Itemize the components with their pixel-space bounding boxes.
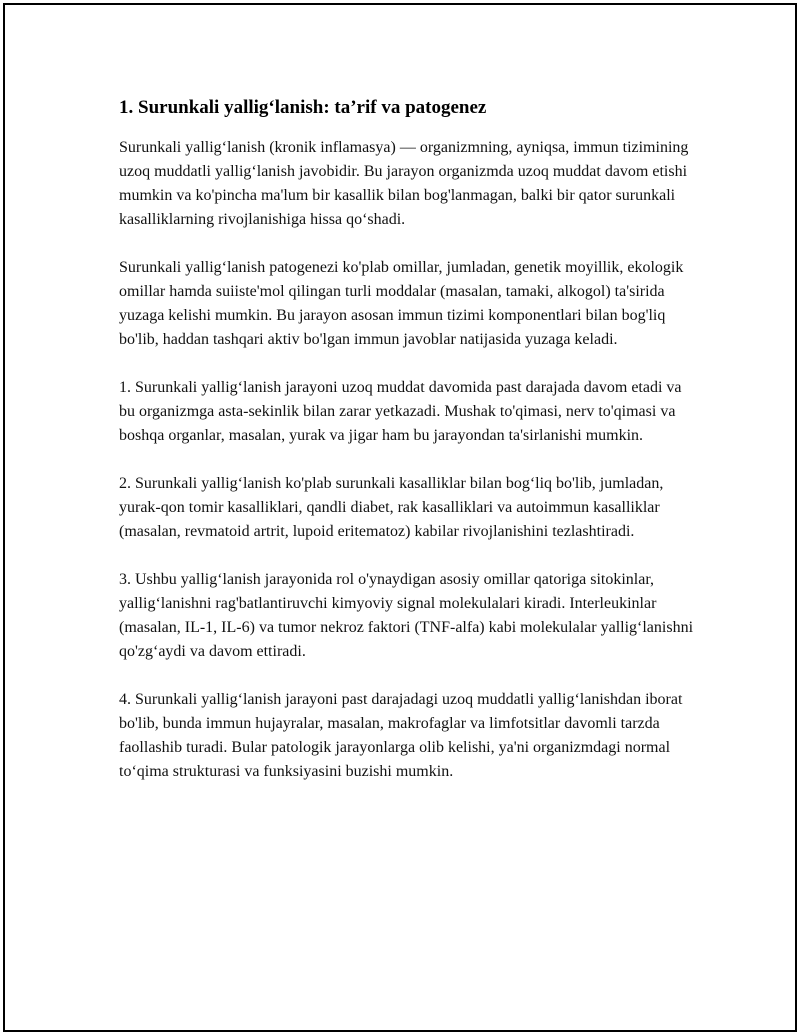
section-title: 1. Surunkali yallig‘lanish: ta’rif va patogenez	[119, 97, 487, 118]
paragraph-point-1: 1. Surunkali yallig‘lanish jarayoni uzoq muddat davomida past darajada davom etadi va bu organizmga asta-sekinlik bilan zarar yetkazadi. Mushak to'qimasi, nerv to'qimasi va boshqa organlar, masalan, yurak va jigar ham bu jarayondan ta'sirlanishi mumkin.	[119, 378, 682, 444]
paragraph-pathogenesis: Surunkali yallig‘lanish patogenezi ko'plab omillar, jumladan, genetik moyillik, ekologik omillar hamda suiiste'mol qilingan turli moddalar (masalan, tamaki, alkogol) ta'sirida yuzaga kelishi mumkin. Bu jarayon asosan immun tizimi komponentlari bilan bog'liq bo'lib, haddan tashqari aktiv bo'lgan immun javoblar natijasida yuzaga keladi.	[119, 258, 684, 348]
paragraph-point-2: 2. Surunkali yallig‘lanish ko'plab surunkali kasalliklar bilan bog‘liq bo'lib, jumladan, yurak-qon tomir kasalliklari, qandli diabet, rak kasalliklari va autoimmun kasalliklar (masalan, revmatoid artrit, lupoid eritematoz) kabilar rivojlanishini tezlashtiradi.	[119, 474, 664, 540]
paragraph-point-4: 4. Surunkali yallig‘lanish jarayoni past darajadagi uzoq muddatli yallig‘lanishdan iborat bo'lib, bunda immun hujayralar, masalan, makrofaglar va limfotsitlar davomli tarzda faollashib turadi. Bular patologik jarayonlarga olib kelishi, ya'ni organizmdagi normal to‘qima strukturasi va funksiyasini buzishi mumkin.	[119, 690, 683, 780]
paragraph-intro: Surunkali yallig‘lanish (kronik inflamasya) — organizmning, ayniqsa, immun tizimining uzoq muddatli yallig‘lanish javobidir. Bu jarayon organizmda uzoq muddat davom etishi mumkin va ko'pincha ma'lum bir kasallik bilan bog'lanmagan, balki bir qator surunkali kasalliklarning rivojlanishiga hissa qo‘shadi.	[119, 138, 689, 228]
paragraph-point-3: 3. Ushbu yallig‘lanish jarayonida rol o'ynaydigan asosiy omillar qatoriga sitokinlar, yallig‘lanishni rag'batlantiruvchi kimyoviy signal molekulalari kiradi. Interleukinlar (masalan, IL-1, IL-6) va tumor nekroz faktori (TNF-alfa) kabi molekulalar yallig‘lanishni qo'zg‘aydi va davom ettiradi.	[119, 570, 694, 660]
document-body	[119, 97, 699, 808]
document-page	[3, 3, 797, 1032]
